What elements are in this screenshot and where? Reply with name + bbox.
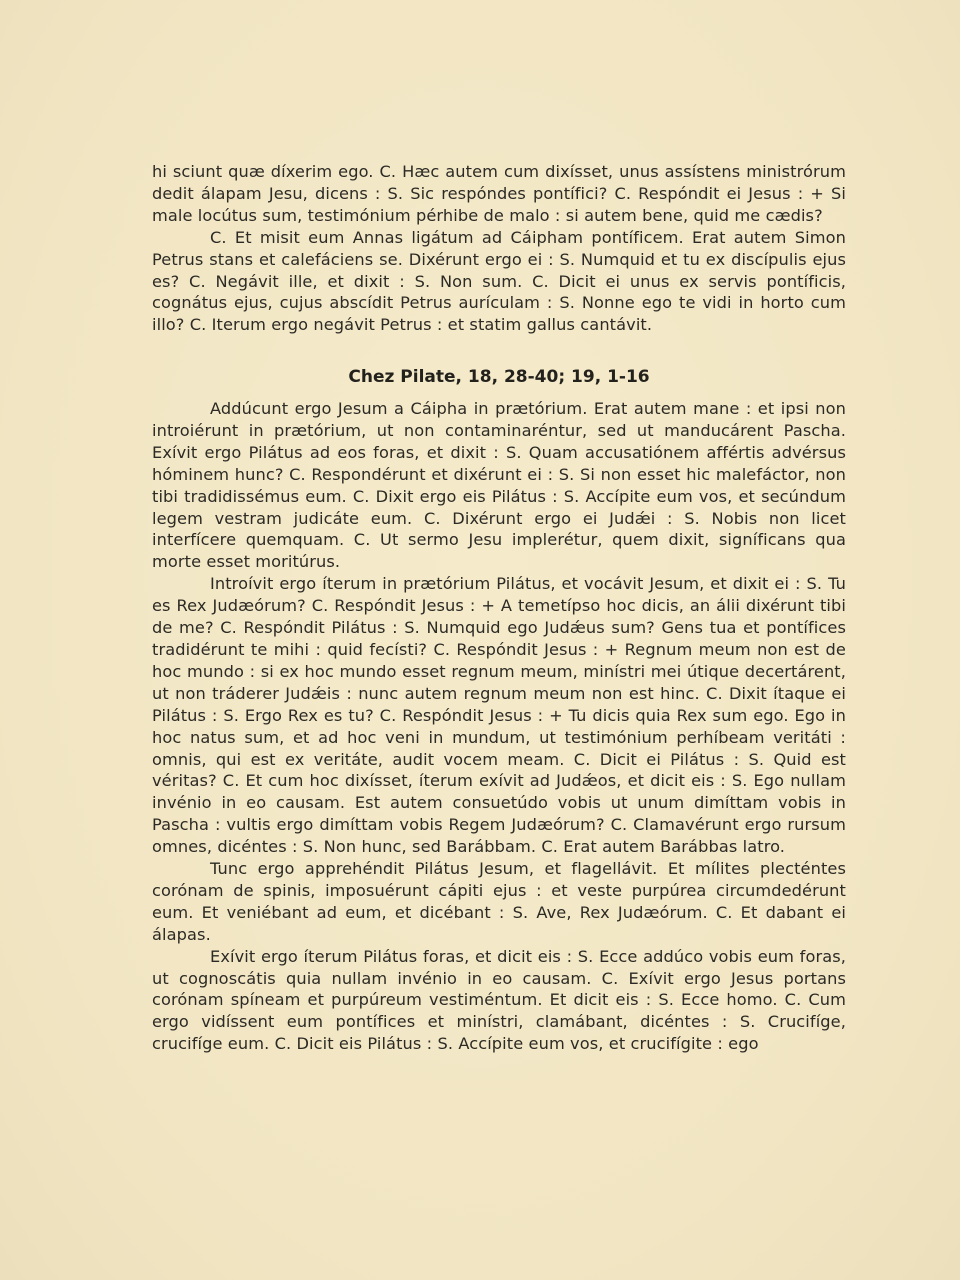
paragraph: Exívit ergo íterum Pilátus foras, et dicit eis : S. Ecce addúco vobis eum foras, ut cognoscátis quia nullam invénio in eo causam. C. Exívit ergo Jesus portans corónam spíneam et purpúreum vestiméntum. Et dicit eis : S. Ecce homo. C. Cum ergo vidíssent eum pontífices et minístri, clamábant, dicéntes : S. Crucifíge, crucifíge eum. C. Dicit eis Pilátus : S. Accípite eum vos, et crucifígite : ego — [152, 946, 846, 1054]
paragraph: Addúcunt ergo Jesum a Cáipha in prætórium. Erat autem mane : et ipsi non introiérunt in prætórium, ut non contaminaréntur, sed ut manducárent Pascha. Exívit ergo Pilátus ad eos foras, et dixit : S. Quam accusatiónem affértis advérsus hóminem hunc? C. Respondérunt et dixérunt ei : S. Si non esset hic malefáctor, non tibi tradidissémus eum. C. Dixit ergo eis Pilátus : S. Accípite eum vos, et secúndum legem vestram judicáte eum. C. Dixérunt ergo ei Judǽi : S. Nobis non licet interfícere quemquam. C. Ut sermo Jesu implerétur, quem dixit, signíficans qua morte esset moritúrus. — [152, 399, 846, 572]
paragraph: hi sciunt quæ díxerim ego. C. Hæc autem cum dixísset, unus assístens ministrórum dedit álapam Jesu, dicens : S. Sic respóndes pontífici? C. Respóndit ei Jesus : + Si male locútus sum, testimónium pérhibe de malo : si autem bene, quid me cædis? — [152, 162, 846, 225]
section-heading: Chez Pilate, 18, 28-40; 19, 1-16 — [348, 367, 650, 387]
paragraph: Introívit ergo íterum in prætórium Pilátus, et vocávit Jesum, et dixit ei : S. Tu es Rex Judæórum? C. Respóndit Jesus : + A temetípso hoc dicis, an álii dixérunt tibi de me? C. Respóndit Pilátus : S. Numquid ego Judǽus sum? Gens tua et pontífices tradidérunt te mihi : quid fecísti? C. Respóndit Jesus : + Regnum meum non est de hoc mundo : si ex hoc mundo esset regnum meum, minístri mei útique decertárent, ut non tráderer Judǽis : nunc autem regnum meum non est hinc. C. Dixit ítaque ei Pilátus : S. Ergo Rex es tu? C. Respóndit Jesus : + Tu dicis quia Rex sum ego. Ego in hoc natus sum, et ad hoc veni in mundum, ut testimónium perhíbeam veritáti : omnis, qui est ex veritáte, audit vocem meam. C. Dicit ei Pilátus : S. Quid est véritas? C. Et cum hoc dixísset, íterum exívit ad Judǽos, et dicit eis : S. Ego nullam invénio in eo causam. Est autem consuetúdo vobis ut unum dimíttam vobis in Pascha : vultis ergo dimíttam vobis Regem Judæórum? C. Clamavérunt ergo rursum omnes, dicéntes : S. Non hunc, sed Barábbam. C. Erat autem Barábbas latro. — [152, 574, 846, 857]
paragraph: C. Et misit eum Annas ligátum ad Cáipham pontíficem. Erat autem Simon Petrus stans et calefáciens se. Dixérunt ergo ei : S. Numquid et tu ex discípulis ejus es? C. Negávit ille, et dixit : S. Non sum. C. Dicit ei unus ex servis pontíficis, cognátus ejus, cujus abscídit Petrus aurículam : S. Nonne ego te vidi in horto cum illo? C. Iterum ergo negávit Petrus : et statim gallus cantávit. — [152, 227, 846, 335]
paragraph: Tunc ergo apprehéndit Pilátus Jesum, et flagellávit. Et mílites plecténtes corónam de spinis, imposuérunt cápiti ejus : et veste purpúrea circumdedérunt eum. Et veniébant ad eum, et dicébant : S. Ave, Rex Judæórum. C. Et dabant ei álapas. — [152, 859, 846, 944]
passage-top — [152, 161, 846, 336]
passage-main — [152, 398, 846, 1055]
